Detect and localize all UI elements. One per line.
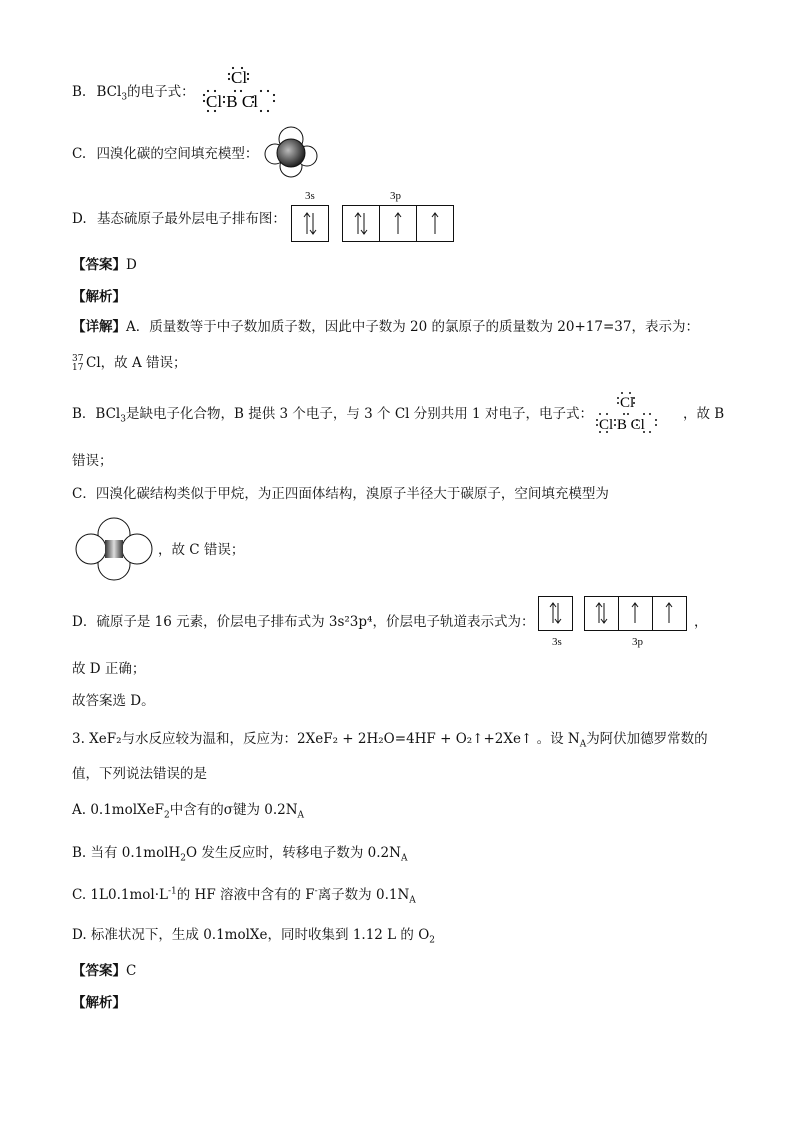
option-b: B. BCl$_3$的电子式： (72, 84, 195, 103)
bcl3-lewis-structure (198, 64, 280, 116)
q3-option-b: B. 当有 0.1molH$_2$O 发生反应时，转移电子数为 $0.2N_A$ (72, 845, 408, 864)
detail-b-cont: 错误； (72, 453, 113, 469)
detail-d: D．硫原子是 16 元素，价层电子排布式为 3s²3p⁴，价层电子轨道表示式为： (72, 614, 535, 630)
orbital-3p-label: 3p (390, 190, 401, 202)
answer-1: 【答案】D (72, 257, 137, 273)
chlorine-37-nuclide: 37 17 (72, 353, 84, 373)
detail-c: C．四溴化碳结构类似于甲烷，为正四面体结构，溴原子半径大于碳原子，空间填充模型为 (72, 486, 609, 502)
analysis-1: 【解析】 (72, 289, 126, 305)
detail-b-tail: ，故 B (683, 406, 725, 422)
bcl3-lewis-detail (594, 388, 686, 438)
orbital-diagram-d (291, 205, 457, 243)
detail-3s-label: 3s (552, 636, 562, 648)
option-c: C. 四溴化碳的空间填充模型： (72, 146, 259, 162)
q3-stem-cont: 值，下列说法错误的是 (72, 766, 207, 782)
detail-c-tail: ，故 C 错误； (158, 542, 245, 558)
q3-stem: 3. XeF₂与水反应较为温和，反应为：2XeF₂ + 2H₂O=4HF + O₂↑+2Xe↑ 。设 $N_A$为阿伏加德罗常数的 (72, 731, 708, 750)
orbital-3s-label: 3s (305, 190, 315, 202)
lewis-detail-top: Cl (620, 395, 635, 411)
detail-d-cont: 故 D 正确； (72, 661, 146, 677)
q3-option-a: A. 0.1molXeF$_2$中含有的σ键为 $0.2N_A$ (72, 802, 305, 821)
cbr4-model-wrong (262, 126, 320, 178)
cbr4-model-correct (74, 516, 154, 582)
conclusion: 故答案选 D。 (72, 693, 155, 709)
detail-d-tail: ， (694, 614, 708, 630)
detail-b: B．BCl$_3$是缺电子化合物，B 提供 3 个电子，与 3 个 Cl 分别共用 1 对电子，电子式： (72, 406, 593, 425)
lewis-top-cl: Cl (231, 68, 248, 87)
orbital-diagram-detail (538, 596, 692, 632)
lewis-middle-row: Cl B Cl (206, 92, 258, 111)
lewis-detail-middle: Cl B Cl (599, 417, 645, 433)
option-d: D. 基态硫原子最外层电子排布图： (72, 211, 286, 227)
detail-a-cont: 37 17 Cl，故 A 错误； (72, 353, 187, 373)
detail-a: 【详解】A．质量数等于中子数加质子数，因此中子数为 20 的氯原子的质量数为 20+17=37，表示为： (72, 319, 699, 335)
answer-2: 【答案】C (72, 963, 137, 979)
q3-option-d: D. 标准状况下，生成 0.1molXe，同时收集到 1.12 L 的 $O_2$ (72, 927, 436, 946)
analysis-2: 【解析】 (72, 995, 126, 1011)
detail-3p-label: 3p (632, 636, 643, 648)
q3-option-c: C. $1L0.1mol\cdot L^{-1}$的 HF 溶液中含有的 F-离子数为 $0.1N_A$ (72, 886, 416, 906)
